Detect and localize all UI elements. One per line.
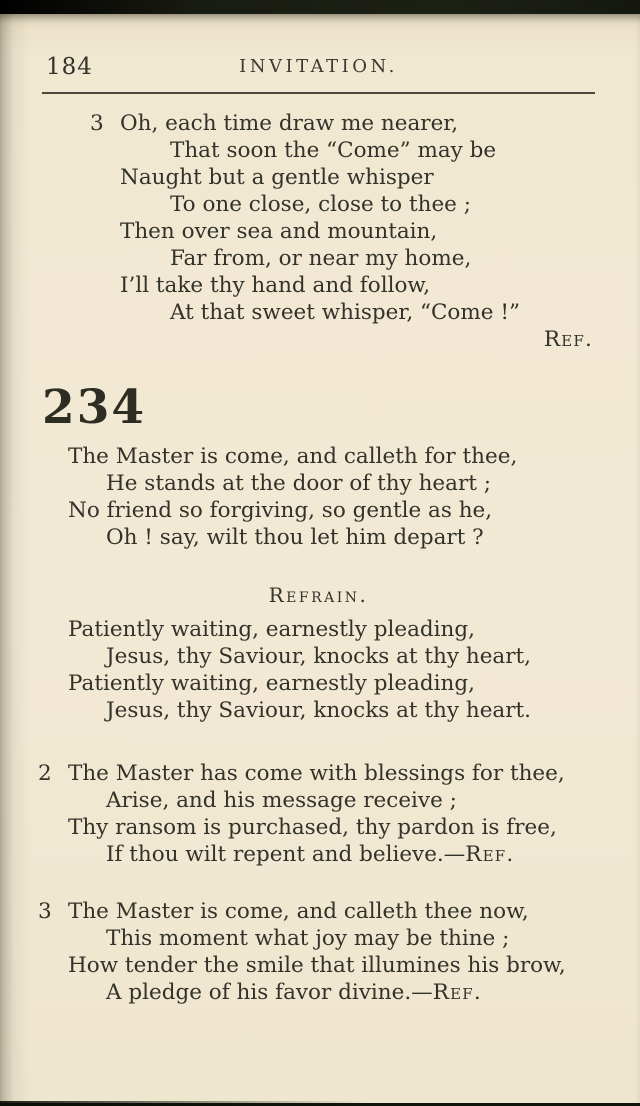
verse-line (106, 841, 595, 868)
scan-edge-top (0, 0, 640, 15)
verse-line: That soon the “Come” may be (170, 138, 497, 163)
verse-line: To one close, close to thee ; (170, 192, 471, 217)
verse-line: I’ll take thy hand and follow, (120, 273, 431, 298)
verse-line: Thy ransom is purchased, thy pardon is free, (68, 815, 557, 840)
verse-line: He stands at the door of thy heart ; (106, 471, 491, 496)
page (0, 14, 640, 1103)
refrain-marker-text: Ref. (432, 980, 482, 1005)
header-rule (42, 92, 595, 94)
verse-number: 2 (38, 761, 52, 786)
refrain-line: Patiently waiting, earnestly pleading, (68, 617, 475, 642)
verse-line: No friend so forgiving, so gentle as he, (68, 498, 493, 523)
hymn-number: 234 (42, 380, 147, 435)
verse-line: This moment what joy may be thine ; (106, 926, 510, 951)
page-header (42, 52, 595, 82)
verse-number: 3 (90, 111, 104, 136)
verse-line (90, 110, 595, 137)
verse-number: 3 (38, 899, 52, 924)
verse-line-text: The Master has come with blessings for thee, (68, 761, 565, 786)
refrain-marker-text: Ref. (465, 842, 515, 867)
verse-line: Far from, or near my home, (170, 246, 472, 271)
verse-line (38, 760, 595, 787)
verse-line: Then over sea and mountain, (120, 219, 438, 244)
refrain-marker-text: Ref. (543, 327, 593, 352)
verse-line: Naught but a gentle whisper (120, 165, 434, 190)
refrain-line: Patiently waiting, earnestly pleading, (68, 671, 475, 696)
verse-line: At that sweet whisper, “Come !” (170, 300, 520, 325)
stanza-previous-hymn-verse-3 (42, 110, 595, 353)
hymn-234-verse-2 (38, 760, 595, 868)
page-number: 184 (46, 54, 93, 80)
hymn-234-verse-1 (42, 443, 595, 551)
refrain-marker (42, 326, 595, 353)
verse-line: Arise, and his message receive ; (106, 788, 457, 813)
verse-line-text: Oh, each time draw me nearer, (120, 111, 459, 136)
verse-line: Oh ! say, wilt thou let him depart ? (106, 525, 484, 550)
refrain-line: Jesus, thy Saviour, knocks at thy heart. (106, 698, 531, 723)
hymn-234-verse-3 (38, 898, 595, 1006)
verse-line (106, 979, 595, 1006)
hymn-234-refrain (42, 616, 595, 724)
verse-line-text: The Master is come, and calleth thee now, (68, 899, 529, 924)
verse-line: The Master is come, and calleth for thee, (68, 444, 518, 469)
refrain-heading: Refrain. (268, 583, 369, 607)
scan-edge-bottom (0, 1101, 371, 1106)
verse-line-text: A pledge of his favor divine.— (106, 980, 433, 1005)
running-title: INVITATION. (239, 56, 398, 77)
verse-line (38, 898, 595, 925)
refrain-line: Jesus, thy Saviour, knocks at thy heart, (106, 644, 531, 669)
verse-line-text: If thou wilt repent and believe.— (106, 842, 466, 867)
verse-line: How tender the smile that illumines his brow, (68, 953, 566, 978)
